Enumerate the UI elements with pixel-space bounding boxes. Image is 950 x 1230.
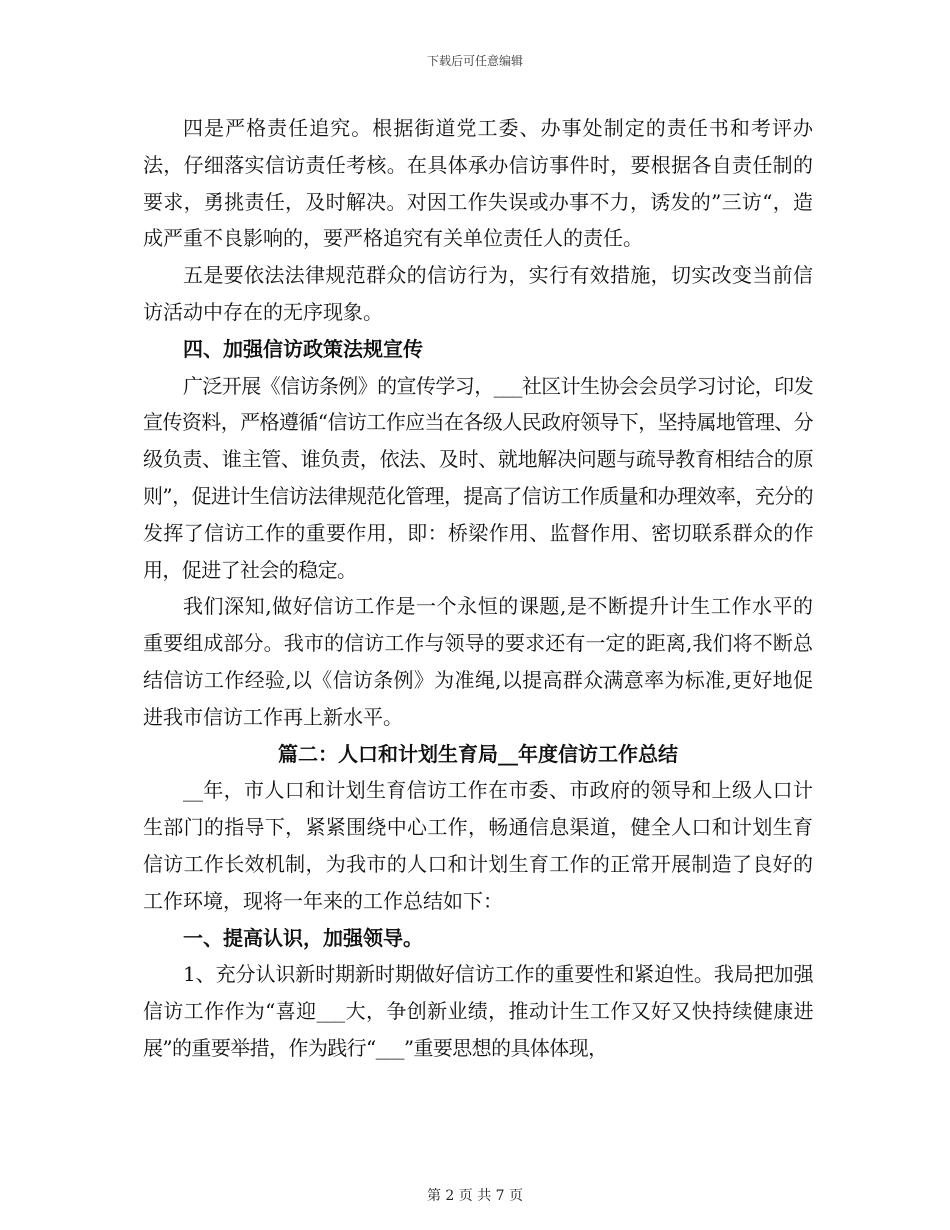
section-heading-leadership: 一、提高认识，加强领导。 bbox=[183, 925, 423, 950]
paragraph-intro-part2: __年，市人口和计划生育信访工作在市委、市政府的领导和上级人口计生部门的指导下，紧紧围绕中心工作，畅通信息渠道，健全人口和计划生育信访工作长效机制，为我市的人口和计划生育工作的正常开展制造了良好的工作环境，现将一年来的工作总结如下： bbox=[143, 778, 813, 913]
paragraph-regulate-petition: 五是要依法法律规范群众的信访行为，实行有效措施，切实改变当前信访活动中存在的无序现象。 bbox=[143, 263, 813, 324]
page-number: 第 2 页 共 7 页 bbox=[426, 1188, 524, 1204]
paragraph-conclusion: 我们深知,做好信访工作是一个永恒的课题,是不断提升计生工作水平的重要组成部分。我市的信访工作与领导的要求还有一定的距离,我们将不断总结信访工作经验,以《信访条例》为准绳,以提高群众满意率为标准,更好地促进我市信访工作再上新水平。 bbox=[143, 594, 813, 729]
paragraph-accountability: 四是严格责任追究。根据街道党工委、办事处制定的责任书和考评办法，仔细落实信访责任考核。在具体承办信访事件时，要根据各自责任制的要求，勇挑责任，及时解决。对因工作失误或办事不力，诱发的”三访“，造成严重不良影响的，要严格追究有关单位责任人的责任。 bbox=[143, 116, 813, 251]
section-heading-publicity: 四、加强信访政策法规宣传 bbox=[183, 336, 423, 361]
paragraph-importance: 1、充分认识新时期新时期做好信访工作的重要性和紧迫性。我局把加强信访工作作为“喜迎___大，争创新业绩，推动计生工作又好又快持续健康进展”的重要举措，作为践行“___”重要思想的具体体现， bbox=[143, 962, 813, 1060]
paragraph-regulations-study: 广泛开展《信访条例》的宣传学习，___社区计生协会会员学习讨论，印发宣传资料，严格遵循“信访工作应当在各级人民政府领导下，坚持属地管理、分级负责、谁主管、谁负责，依法、及时、就地解决问题与疏导教育相结合的原则”，促进计生信访法律规范化管理，提高了信访工作质量和办理效率，充分的发挥了信访工作的重要作用，即：桥梁作用、监督作用、密切联系群众的作用，促进了社会的稳定。 bbox=[143, 373, 813, 582]
page-header: 下载后可任意编辑 bbox=[426, 54, 523, 68]
article-title-part2: 篇二：人口和计划生育局__年度信访工作总结 bbox=[278, 741, 678, 766]
document-body bbox=[143, 110, 813, 1067]
